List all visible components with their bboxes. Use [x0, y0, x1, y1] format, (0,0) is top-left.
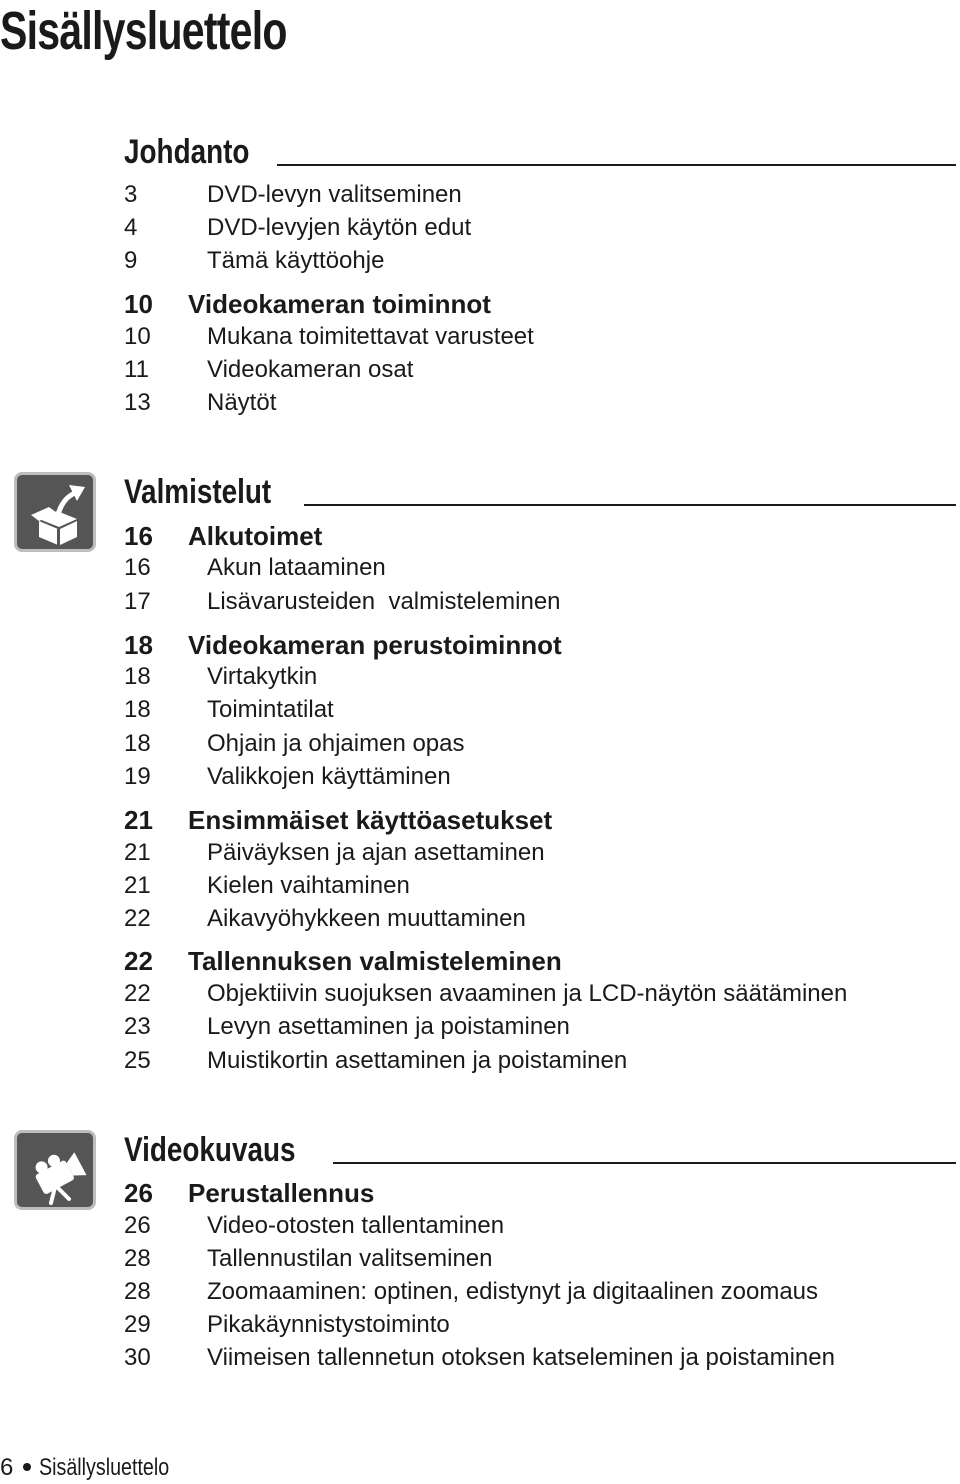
toc-page-number: 21 — [124, 839, 151, 866]
toc-page-number: 3 — [124, 181, 138, 208]
toc-page-number: 18 — [124, 630, 153, 660]
toc-page-number: 18 — [124, 696, 151, 723]
toc-entry-title: Kielen vaihtaminen — [207, 872, 410, 899]
toc-subheading-title: Videokameran perustoiminnot — [188, 630, 562, 660]
toc-page-number: 25 — [124, 1047, 151, 1074]
toc-page-number: 10 — [124, 323, 151, 350]
toc-entry-title: Objektiivin suojuksen avaaminen ja LCD-näytön säätäminen — [207, 980, 848, 1007]
toc-page-number: 28 — [124, 1278, 151, 1305]
toc-entry-title: Tallennustilan valitseminen — [207, 1245, 493, 1272]
toc-subheading-title: Ensimmäiset käyttöasetukset — [188, 805, 553, 835]
toc-entry-title: Lisävarusteiden valmisteleminen — [207, 588, 561, 615]
toc-entry-title: Zoomaaminen: optinen, edistynyt ja digitaalinen zoomaus — [207, 1278, 819, 1305]
toc-entry-title: Levyn asettaminen ja poistaminen — [207, 1013, 570, 1040]
toc-page-number: 26 — [124, 1178, 153, 1208]
footer-label: Sisällysluettelo — [39, 1454, 170, 1481]
toc-page-number: 21 — [124, 872, 151, 899]
toc-page-number: 9 — [124, 247, 138, 274]
heading-rule — [304, 504, 956, 506]
toc-entry-title: Päiväyksen ja ajan asettaminen — [207, 839, 545, 866]
toc-page-number: 4 — [124, 214, 138, 241]
toc-page-number: 11 — [124, 356, 149, 383]
toc-entry-title: Viimeisen tallennetun otoksen katseleminen ja poistaminen — [207, 1344, 835, 1371]
toc-entry-title: Mukana toimitettavat varusteet — [207, 323, 534, 350]
toc-page-number: 21 — [124, 805, 153, 835]
toc-entry-title: Ohjain ja ohjaimen opas — [207, 730, 465, 757]
section-heading-label: Videokuvaus — [124, 1131, 296, 1169]
toc-page-number: 13 — [124, 389, 151, 416]
section-heading-label: Johdanto — [124, 133, 250, 171]
toc-subheading-title: Alkutoimet — [188, 521, 323, 551]
toc-page-number: 22 — [124, 946, 153, 976]
toc-entry-title: Toimintatilat — [207, 696, 334, 723]
toc-entry-title: Näytöt — [207, 389, 277, 416]
toc-page-number: 18 — [124, 730, 151, 757]
toc-subheading-title: Videokameran toiminnot — [188, 289, 491, 319]
toc-page-number: 10 — [124, 289, 153, 319]
toc-entry-title: Virtakytkin — [207, 663, 318, 690]
toc-page-number: 17 — [124, 588, 151, 615]
section-heading-videokuvaus — [124, 1130, 956, 1170]
toc-subheading-title: Tallennuksen valmisteleminen — [188, 946, 562, 976]
toc-page-number: 16 — [124, 554, 151, 581]
toc-page-number: 22 — [124, 905, 151, 932]
section-heading-johdanto — [124, 132, 956, 172]
toc-page-number: 30 — [124, 1344, 151, 1371]
page-title: Sisällysluettelo — [0, 1, 287, 61]
toc-entry-title: Tämä käyttöohje — [207, 247, 385, 274]
toc-entry-title: Valikkojen käyttäminen — [207, 763, 451, 790]
toc-entry-title: Video-otosten tallentaminen — [207, 1212, 505, 1239]
toc-page-number: 16 — [124, 521, 153, 551]
toc-entry-title: DVD-levyjen käytön edut — [207, 214, 472, 241]
toc-entry-title: Videokameran osat — [207, 356, 414, 383]
toc-page-number: 19 — [124, 763, 151, 790]
section-heading-valmistelut — [124, 472, 956, 512]
toc-page-number: 28 — [124, 1245, 151, 1272]
toc-entry-title: Aikavyöhykkeen muuttaminen — [207, 905, 526, 932]
section-heading-label: Valmistelut — [124, 473, 272, 511]
heading-rule — [333, 1162, 956, 1164]
toc-entry-title: DVD-levyn valitseminen — [207, 181, 462, 208]
toc-page-number: 23 — [124, 1013, 151, 1040]
bullet-icon — [23, 1463, 31, 1471]
toc-page-number: 26 — [124, 1212, 151, 1239]
toc-subheading-title: Perustallennus — [188, 1178, 375, 1208]
box-arrow-icon — [14, 472, 96, 552]
toc-page-number: 29 — [124, 1311, 151, 1338]
footer-page-number: 6 — [0, 1454, 14, 1481]
toc-entry-title: Pikakäynnistystoiminto — [207, 1311, 450, 1338]
toc-page-number: 18 — [124, 663, 151, 690]
video-camera-icon — [14, 1130, 96, 1210]
page-footer — [0, 1452, 198, 1484]
heading-rule — [277, 164, 956, 166]
toc-entry-title: Akun lataaminen — [207, 554, 386, 581]
toc-entry-title: Muistikortin asettaminen ja poistaminen — [207, 1047, 628, 1074]
toc-page-number: 22 — [124, 980, 151, 1007]
